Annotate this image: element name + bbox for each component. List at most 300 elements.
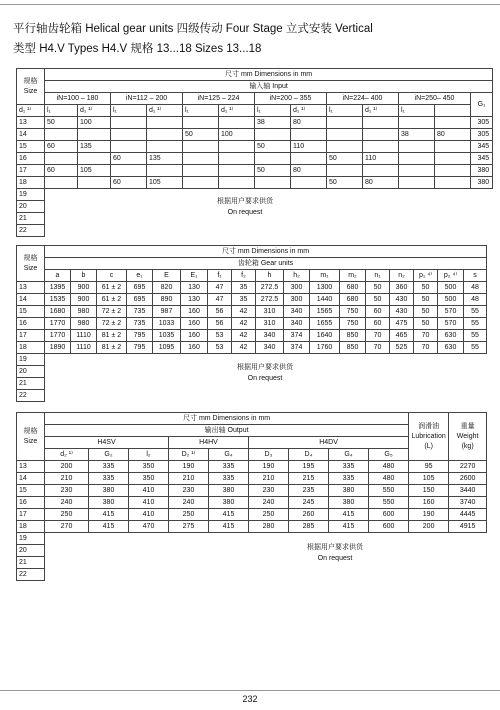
column-header: D₃ — [249, 449, 289, 461]
table-row — [17, 129, 493, 141]
size-cell: 21 — [17, 557, 45, 569]
value-cell: 1640 — [310, 330, 340, 342]
value-cell: 550 — [369, 497, 409, 509]
value-cell: 61 ± 2 — [97, 294, 127, 306]
value-cell: 80 — [291, 165, 327, 177]
value-cell: 60 — [111, 177, 147, 189]
value-cell: 245 — [289, 497, 329, 509]
value-cell: 890 — [153, 294, 181, 306]
weight-header: 重量 Weight (kg) — [449, 413, 487, 461]
value-cell: 1395 — [45, 282, 71, 294]
value-cell: 430 — [390, 294, 414, 306]
value-cell: 470 — [129, 521, 169, 533]
value-cell: 3440 — [449, 485, 487, 497]
value-cell: 1890 — [45, 342, 71, 354]
value-cell: 4915 — [449, 521, 487, 533]
value-cell — [45, 177, 78, 189]
value-cell: 360 — [390, 282, 414, 294]
h4sv-header: H4SV — [45, 437, 169, 449]
column-header: d₂ ¹⁾ — [45, 449, 89, 461]
dim-header: 尺寸 mm Dimensions in mm — [45, 413, 409, 425]
value-cell: 56 — [208, 306, 232, 318]
value-cell: 50 — [414, 306, 438, 318]
value-cell: 335 — [329, 473, 369, 485]
l1-header: l₁ — [327, 105, 363, 117]
value-cell: 415 — [329, 521, 369, 533]
value-cell: 310 — [256, 318, 284, 330]
value-cell — [399, 153, 435, 165]
value-cell: 210 — [249, 473, 289, 485]
value-cell: 340 — [256, 330, 284, 342]
column-header: E₁ — [181, 270, 208, 282]
note-2: 根据用户要求供货 On request — [237, 364, 293, 382]
value-cell: 230 — [45, 485, 89, 497]
value-cell: 48 — [464, 282, 487, 294]
ratio-range: iN=125 – 224 — [183, 93, 255, 105]
column-header: h₂ — [284, 270, 310, 282]
value-cell: 38 — [255, 117, 291, 129]
size-cell: 22 — [17, 390, 45, 402]
size-cell: 19 — [17, 533, 45, 545]
value-cell: 235 — [289, 485, 329, 497]
note-3: 根据用户要求供货 On request — [307, 544, 363, 562]
value-cell: 525 — [390, 342, 414, 354]
table-row — [17, 497, 487, 509]
value-cell: 340 — [256, 342, 284, 354]
column-header: s — [464, 270, 487, 282]
value-cell: 2270 — [449, 461, 487, 473]
value-cell: 160 — [409, 497, 449, 509]
value-cell: 70 — [366, 330, 390, 342]
value-cell: 335 — [89, 461, 129, 473]
table-row — [17, 306, 487, 318]
value-cell: 480 — [369, 473, 409, 485]
value-cell — [291, 177, 327, 189]
value-cell: 1760 — [310, 342, 340, 354]
g1-cell: 345 — [471, 153, 493, 165]
value-cell: 70 — [366, 342, 390, 354]
value-cell — [183, 177, 219, 189]
column-header: n₁ — [366, 270, 390, 282]
size-cell: 15 — [17, 141, 45, 153]
value-cell: 415 — [89, 509, 129, 521]
value-cell — [435, 165, 471, 177]
column-header: n₂ — [390, 270, 414, 282]
size-cell: 19 — [17, 354, 45, 366]
value-cell: 480 — [369, 461, 409, 473]
value-cell: 50 — [255, 165, 291, 177]
value-cell — [147, 117, 183, 129]
value-cell: 900 — [71, 294, 97, 306]
value-cell: 150 — [409, 485, 449, 497]
value-cell: 475 — [390, 318, 414, 330]
value-cell — [183, 117, 219, 129]
value-cell — [111, 129, 147, 141]
d1-header: d₁ ¹⁾ — [147, 105, 183, 117]
column-header: m₁ — [310, 270, 340, 282]
column-header: c — [97, 270, 127, 282]
value-cell: 50 — [327, 177, 363, 189]
value-cell: 160 — [181, 342, 208, 354]
value-cell: 80 — [435, 129, 471, 141]
value-cell — [255, 129, 291, 141]
g1-cell: 345 — [471, 141, 493, 153]
g1-header: G₁ — [471, 93, 493, 117]
value-cell: 60 — [45, 141, 78, 153]
value-cell — [111, 141, 147, 153]
value-cell: 795 — [127, 330, 153, 342]
size-cell: 22 — [17, 569, 45, 581]
value-cell: 50 — [414, 282, 438, 294]
value-cell: 1095 — [153, 342, 181, 354]
size-cell: 14 — [17, 129, 45, 141]
header-line-2: 类型 H4.V Types H4.V 规格 13...18 Sizes 13...18 — [13, 43, 262, 55]
size-cell: 16 — [17, 153, 45, 165]
value-cell — [219, 117, 255, 129]
value-cell: 60 — [45, 165, 78, 177]
value-cell: 100 — [219, 129, 255, 141]
table-row — [17, 141, 493, 153]
input-header: 输入轴 Input — [45, 81, 493, 93]
size-cell: 19 — [17, 189, 45, 201]
value-cell: 695 — [127, 294, 153, 306]
value-cell: 500 — [438, 282, 464, 294]
value-cell: 630 — [438, 342, 464, 354]
value-cell: 135 — [147, 153, 183, 165]
ratio-range: iN=200 – 355 — [255, 93, 327, 105]
column-header: G₅ — [369, 449, 409, 461]
value-cell: 272.5 — [256, 294, 284, 306]
value-cell: 35 — [232, 282, 256, 294]
value-cell: 50 — [327, 153, 363, 165]
column-header: l₂ — [129, 449, 169, 461]
size-cell: 17 — [17, 330, 45, 342]
value-cell: 850 — [340, 330, 366, 342]
value-cell: 415 — [329, 509, 369, 521]
value-cell: 550 — [369, 485, 409, 497]
value-cell: 135 — [78, 141, 111, 153]
table-row — [17, 485, 487, 497]
value-cell — [45, 129, 78, 141]
value-cell: 70 — [414, 330, 438, 342]
size-cell: 15 — [17, 485, 45, 497]
value-cell: 750 — [340, 306, 366, 318]
value-cell: 105 — [78, 165, 111, 177]
value-cell — [255, 153, 291, 165]
value-cell — [435, 153, 471, 165]
ratio-range: iN=250– 450 — [399, 93, 471, 105]
value-cell: 980 — [71, 306, 97, 318]
value-cell — [219, 153, 255, 165]
l1-header: l₁ — [45, 105, 78, 117]
footer-rule — [0, 690, 500, 691]
value-cell: 500 — [438, 294, 464, 306]
value-cell: 680 — [340, 282, 366, 294]
column-header: f₁ — [208, 270, 232, 282]
value-cell: 1033 — [153, 318, 181, 330]
value-cell: 56 — [208, 318, 232, 330]
column-header: G₂ — [89, 449, 129, 461]
value-cell: 55 — [464, 318, 487, 330]
column-header: G₄ — [209, 449, 249, 461]
value-cell — [183, 141, 219, 153]
value-cell: 50 — [183, 129, 219, 141]
note-area — [45, 533, 487, 581]
value-cell: 410 — [129, 509, 169, 521]
value-cell: 240 — [249, 497, 289, 509]
value-cell: 272.5 — [256, 282, 284, 294]
value-cell: 72 ± 2 — [97, 306, 127, 318]
d1-header: d₁ ¹⁾ — [291, 105, 327, 117]
value-cell: 48 — [464, 294, 487, 306]
value-cell: 1680 — [45, 306, 71, 318]
value-cell: 100 — [78, 117, 111, 129]
value-cell — [399, 141, 435, 153]
value-cell — [291, 153, 327, 165]
value-cell — [327, 165, 363, 177]
value-cell — [435, 117, 471, 129]
value-cell: 680 — [340, 294, 366, 306]
ratio-range: iN=112 – 200 — [111, 93, 183, 105]
value-cell — [78, 129, 111, 141]
value-cell: 72 ± 2 — [97, 318, 127, 330]
value-cell: 374 — [284, 330, 310, 342]
size-cell: 20 — [17, 545, 45, 557]
size-cell: 16 — [17, 318, 45, 330]
table-row — [17, 473, 487, 485]
value-cell — [255, 177, 291, 189]
value-cell: 190 — [409, 509, 449, 521]
column-header: E — [153, 270, 181, 282]
value-cell: 380 — [209, 497, 249, 509]
value-cell: 300 — [284, 282, 310, 294]
value-cell: 415 — [209, 521, 249, 533]
column-header: p₁ ⁴⁾ — [414, 270, 438, 282]
value-cell: 105 — [147, 177, 183, 189]
value-cell: 380 — [329, 485, 369, 497]
value-cell: 415 — [89, 521, 129, 533]
value-cell: 600 — [369, 509, 409, 521]
size-cell: 13 — [17, 117, 45, 129]
value-cell — [363, 117, 399, 129]
size-cell: 18 — [17, 177, 45, 189]
value-cell: 275 — [169, 521, 209, 533]
value-cell: 210 — [45, 473, 89, 485]
g1-cell: 380 — [471, 177, 493, 189]
dim-header: 尺寸 mm Dimensions in mm — [45, 246, 487, 258]
value-cell: 50 — [255, 141, 291, 153]
value-cell — [183, 153, 219, 165]
size-header: 规格 Size — [17, 69, 45, 105]
size-cell: 15 — [17, 306, 45, 318]
value-cell — [219, 177, 255, 189]
value-cell: 374 — [284, 342, 310, 354]
value-cell: 42 — [232, 342, 256, 354]
value-cell: 735 — [127, 318, 153, 330]
value-cell: 200 — [45, 461, 89, 473]
g1-cell: 380 — [471, 165, 493, 177]
value-cell: 380 — [329, 497, 369, 509]
size-cell: 14 — [17, 294, 45, 306]
value-cell: 195 — [289, 461, 329, 473]
value-cell: 335 — [89, 473, 129, 485]
size-cell: 22 — [17, 225, 45, 237]
column-header: m₂ — [340, 270, 366, 282]
size-cell: 17 — [17, 509, 45, 521]
column-header: G₄ — [329, 449, 369, 461]
size-header: 规格 Size — [17, 413, 45, 461]
value-cell — [147, 165, 183, 177]
value-cell: 190 — [169, 461, 209, 473]
value-cell: 570 — [438, 306, 464, 318]
value-cell: 230 — [169, 485, 209, 497]
ratio-range: iN=224– 400 — [327, 93, 399, 105]
value-cell — [363, 129, 399, 141]
value-cell: 55 — [464, 342, 487, 354]
value-cell: 215 — [289, 473, 329, 485]
value-cell: 130 — [181, 282, 208, 294]
table-row — [17, 330, 487, 342]
column-header: D₄ — [289, 449, 329, 461]
value-cell: 160 — [181, 330, 208, 342]
value-cell: 4445 — [449, 509, 487, 521]
value-cell: 50 — [45, 117, 78, 129]
value-cell: 2600 — [449, 473, 487, 485]
size-cell: 18 — [17, 521, 45, 533]
value-cell: 81 ± 2 — [97, 342, 127, 354]
size-cell: 13 — [17, 461, 45, 473]
column-header: b — [71, 270, 97, 282]
value-cell: 50 — [414, 318, 438, 330]
value-cell: 410 — [129, 485, 169, 497]
value-cell: 1440 — [310, 294, 340, 306]
table-row — [17, 294, 487, 306]
column-header: f₂ — [232, 270, 256, 282]
value-cell — [111, 117, 147, 129]
value-cell: 1110 — [71, 330, 97, 342]
value-cell: 430 — [390, 306, 414, 318]
value-cell: 270 — [45, 521, 89, 533]
value-cell: 1300 — [310, 282, 340, 294]
value-cell: 130 — [181, 294, 208, 306]
size-cell: 20 — [17, 201, 45, 213]
ratio-range: iN=100 – 180 — [45, 93, 111, 105]
value-cell: 110 — [363, 153, 399, 165]
value-cell: 81 ± 2 — [97, 330, 127, 342]
value-cell: 310 — [256, 306, 284, 318]
value-cell: 350 — [129, 473, 169, 485]
l1-header: l₁ — [399, 105, 435, 117]
table-row — [17, 521, 487, 533]
value-cell: 60 — [366, 318, 390, 330]
value-cell: 820 — [153, 282, 181, 294]
lubrication-header: 润滑油 Lubrication (L) — [409, 413, 449, 461]
size-cell: 21 — [17, 378, 45, 390]
top-rule — [0, 0, 500, 5]
value-cell: 1655 — [310, 318, 340, 330]
value-cell: 95 — [409, 461, 449, 473]
value-cell: 380 — [89, 485, 129, 497]
value-cell: 230 — [249, 485, 289, 497]
value-cell: 600 — [369, 521, 409, 533]
value-cell: 630 — [438, 330, 464, 342]
note-1: 根据用户要求供货 On request — [217, 198, 273, 216]
value-cell — [363, 165, 399, 177]
value-cell: 210 — [169, 473, 209, 485]
value-cell: 35 — [232, 294, 256, 306]
table-row — [17, 509, 487, 521]
value-cell: 415 — [209, 509, 249, 521]
value-cell: 1770 — [45, 330, 71, 342]
value-cell — [45, 153, 78, 165]
value-cell: 900 — [71, 282, 97, 294]
table-row — [17, 177, 493, 189]
value-cell: 50 — [414, 294, 438, 306]
value-cell: 695 — [127, 282, 153, 294]
value-cell: 240 — [45, 497, 89, 509]
value-cell — [183, 165, 219, 177]
value-cell: 280 — [249, 521, 289, 533]
value-cell: 1535 — [45, 294, 71, 306]
value-cell: 47 — [208, 294, 232, 306]
page-number: 232 — [242, 694, 258, 704]
size-cell: 21 — [17, 213, 45, 225]
value-cell: 410 — [129, 497, 169, 509]
value-cell: 190 — [249, 461, 289, 473]
l1-header: l₁ — [255, 105, 291, 117]
value-cell: 465 — [390, 330, 414, 342]
value-cell: 340 — [284, 306, 310, 318]
d1-header: d₁ ¹⁾ — [219, 105, 255, 117]
value-cell: 3740 — [449, 497, 487, 509]
column-header: p₂ ⁴⁾ — [438, 270, 464, 282]
size-header: 规格 Size — [17, 246, 45, 282]
value-cell: 250 — [249, 509, 289, 521]
d1-header: d₁ ¹⁾ — [17, 105, 45, 117]
size-cell: 13 — [17, 282, 45, 294]
value-cell — [219, 165, 255, 177]
value-cell: 80 — [363, 177, 399, 189]
table-row — [17, 342, 487, 354]
value-cell: 795 — [127, 342, 153, 354]
value-cell: 1565 — [310, 306, 340, 318]
value-cell — [78, 177, 111, 189]
value-cell: 300 — [284, 294, 310, 306]
value-cell: 60 — [111, 153, 147, 165]
value-cell: 850 — [340, 342, 366, 354]
value-cell: 250 — [169, 509, 209, 521]
value-cell: 260 — [289, 509, 329, 521]
value-cell — [399, 117, 435, 129]
value-cell: 380 — [209, 485, 249, 497]
value-cell: 250 — [45, 509, 89, 521]
value-cell: 160 — [181, 318, 208, 330]
value-cell: 570 — [438, 318, 464, 330]
value-cell — [399, 177, 435, 189]
value-cell: 70 — [414, 342, 438, 354]
value-cell — [327, 117, 363, 129]
d1-header: d₁ ¹⁾ — [363, 105, 399, 117]
size-cell: 17 — [17, 165, 45, 177]
value-cell: 80 — [291, 117, 327, 129]
d1-header: d₁ ¹⁾ — [78, 105, 111, 117]
column-header: e₁ — [127, 270, 153, 282]
table-row — [17, 117, 493, 129]
table-row — [17, 461, 487, 473]
table-row — [17, 318, 487, 330]
value-cell — [435, 177, 471, 189]
value-cell: 42 — [232, 318, 256, 330]
